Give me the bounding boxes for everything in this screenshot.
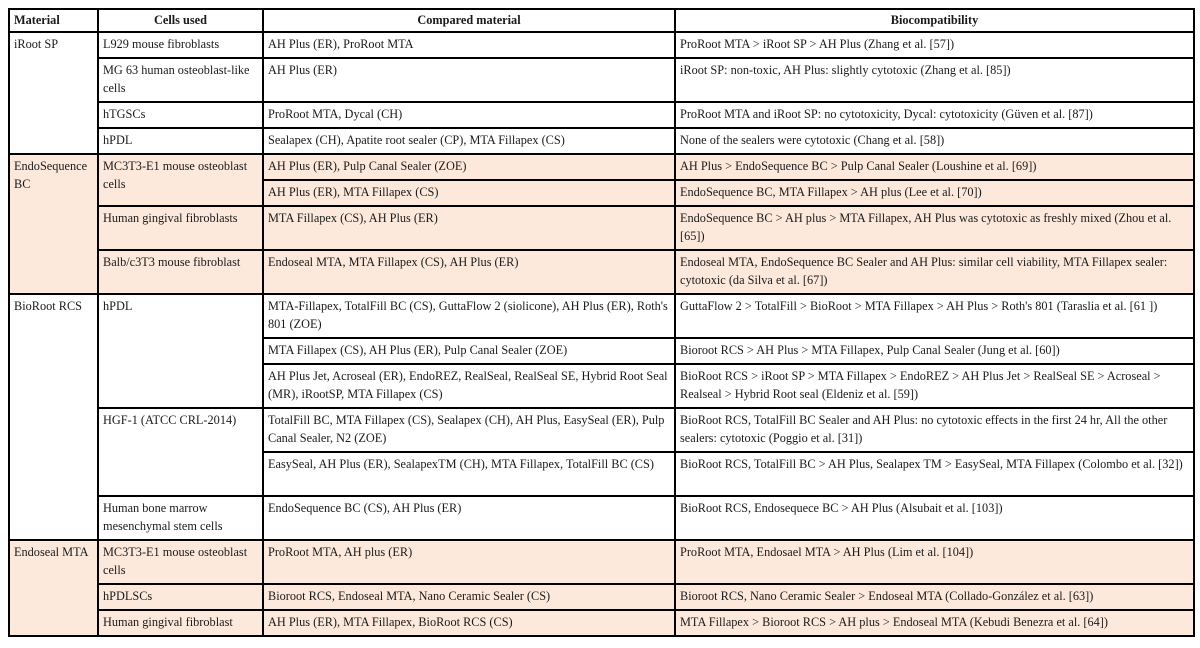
biocompatibility-cell: ProRoot MTA, Endosael MTA > AH Plus (Lim et al. [104]): [675, 540, 1194, 584]
biocompatibility-cell: EndoSequence BC > AH plus > MTA Fillapex, AH Plus was cytotoxic as freshly mixed (Zhou et al. [65]): [675, 206, 1194, 250]
cells-used-cell: hTGSCs: [98, 102, 263, 128]
table-row: [9, 32, 1194, 58]
cells-used-cell: L929 mouse fibroblasts: [98, 32, 263, 58]
compared-material-cell: EndoSequence BC (CS), AH Plus (ER): [263, 496, 675, 540]
biocompatibility-cell: Endoseal MTA, EndoSequence BC Sealer and AH Plus: similar cell viability, MTA Fillapex sealer: cytotoxic (da Silva et al. [67]): [675, 250, 1194, 294]
header-compared-material: Compared material: [263, 9, 675, 32]
compared-material-cell: Endoseal MTA, MTA Fillapex (CS), AH Plus (ER): [263, 250, 675, 294]
table-row: [9, 250, 1194, 294]
table-row: [9, 128, 1194, 154]
compared-material-cell: TotalFill BC, MTA Fillapex (CS), Sealapex (CH), AH Plus, EasySeal (ER), Pulp Canal Sealer, N2 (ZOE): [263, 408, 675, 452]
biocompatibility-cell: BioRoot RCS > iRoot SP > MTA Fillapex > EndoREZ > AH Plus Jet > RealSeal SE > Acroseal > Realseal > Hybrid Root seal (Eldeniz et al. [59]): [675, 364, 1194, 408]
biocompatibility-cell: GuttaFlow 2 > TotalFill > BioRoot > MTA Fillapex > AH Plus > Roth's 801 (Taraslia et al. [61 ]): [675, 294, 1194, 338]
compared-material-cell: ProRoot MTA, Dycal (CH): [263, 102, 675, 128]
table-row: [9, 294, 1194, 338]
cells-used-cell: Human bone marrow mesenchymal stem cells: [98, 496, 263, 540]
table-row: [9, 58, 1194, 102]
compared-material-cell: MTA Fillapex (CS), AH Plus (ER): [263, 206, 675, 250]
table-row: [9, 610, 1194, 636]
table-body: [9, 32, 1194, 636]
compared-material-cell: AH Plus (ER): [263, 58, 675, 102]
compared-material-cell: MTA-Fillapex, TotalFill BC (CS), GuttaFlow 2 (siolicone), AH Plus (ER), Roth's 801 (ZOE): [263, 294, 675, 338]
header-cells-used: Cells used: [98, 9, 263, 32]
compared-material-cell: ProRoot MTA, AH plus (ER): [263, 540, 675, 584]
biocompatibility-cell: ProRoot MTA > iRoot SP > AH Plus (Zhang et al. [57]): [675, 32, 1194, 58]
table-header: [9, 9, 1194, 32]
material-cell: iRoot SP: [9, 32, 98, 154]
table-row: [9, 154, 1194, 180]
compared-material-cell: MTA Fillapex (CS), AH Plus (ER), Pulp Canal Sealer (ZOE): [263, 338, 675, 364]
cells-used-cell: hPDLSCs: [98, 584, 263, 610]
cells-used-cell: Human gingival fibroblasts: [98, 206, 263, 250]
cells-used-cell: MC3T3-E1 mouse osteoblast cells: [98, 540, 263, 584]
table-row: [9, 102, 1194, 128]
biocompatibility-cell: Bioroot RCS, Nano Ceramic Sealer > Endoseal MTA (Collado-González et al. [63]): [675, 584, 1194, 610]
compared-material-cell: AH Plus (ER), Pulp Canal Sealer (ZOE): [263, 154, 675, 180]
cells-used-cell: hPDL: [98, 128, 263, 154]
biocompatibility-cell: MTA Fillapex > Bioroot RCS > AH plus > Endoseal MTA (Kebudi Benezra et al. [64]): [675, 610, 1194, 636]
table-row: [9, 206, 1194, 250]
compared-material-cell: EasySeal, AH Plus (ER), SealapexTM (CH), MTA Fillapex, TotalFill BC (CS): [263, 452, 675, 496]
cells-used-cell: HGF-1 (ATCC CRL-2014): [98, 408, 263, 496]
biocompatibility-cell: BioRoot RCS, Endosequece BC > AH Plus (Alsubait et al. [103]): [675, 496, 1194, 540]
biocompatibility-cell: iRoot SP: non-toxic, AH Plus: slightly cytotoxic (Zhang et al. [85]): [675, 58, 1194, 102]
table-row: [9, 496, 1194, 540]
compared-material-cell: AH Plus Jet, Acroseal (ER), EndoREZ, RealSeal, RealSeal SE, Hybrid Root Seal (MR), iRootSP, MTA Fillapex (CS): [263, 364, 675, 408]
material-cell: EndoSequence BC: [9, 154, 98, 294]
biocompatibility-cell: Bioroot RCS > AH Plus > MTA Fillapex, Pulp Canal Sealer (Jung et al. [60]): [675, 338, 1194, 364]
header-biocompatibility: Biocompatibility: [675, 9, 1194, 32]
cells-used-cell: MG 63 human osteoblast-like cells: [98, 58, 263, 102]
biocompatibility-table: [8, 8, 1195, 637]
compared-material-cell: Bioroot RCS, Endoseal MTA, Nano Ceramic Sealer (CS): [263, 584, 675, 610]
compared-material-cell: AH Plus (ER), ProRoot MTA: [263, 32, 675, 58]
material-cell: Endoseal MTA: [9, 540, 98, 636]
biocompatibility-cell: BioRoot RCS, TotalFill BC > AH Plus, Sealapex TM > EasySeal, MTA Fillapex (Colombo et al. [32]): [675, 452, 1194, 496]
biocompatibility-cell: ProRoot MTA and iRoot SP: no cytotoxicity, Dycal: cytotoxicity (Güven et al. [87]): [675, 102, 1194, 128]
biocompatibility-cell: AH Plus > EndoSequence BC > Pulp Canal Sealer (Loushine et al. [69]): [675, 154, 1194, 180]
table-row: [9, 408, 1194, 452]
header-row: [9, 9, 1194, 32]
compared-material-cell: Sealapex (CH), Apatite root sealer (CP), MTA Fillapex (CS): [263, 128, 675, 154]
biocompatibility-cell: None of the sealers were cytotoxic (Chang et al. [58]): [675, 128, 1194, 154]
biocompatibility-cell: BioRoot RCS, TotalFill BC Sealer and AH Plus: no cytotoxic effects in the first 24 hr, All the other sealers: cytotoxic (Poggio et al. [31]): [675, 408, 1194, 452]
compared-material-cell: AH Plus (ER), MTA Fillapex, BioRoot RCS (CS): [263, 610, 675, 636]
cells-used-cell: hPDL: [98, 294, 263, 408]
cells-used-cell: Human gingival fibroblast: [98, 610, 263, 636]
header-material: Material: [9, 9, 98, 32]
table-row: [9, 584, 1194, 610]
material-cell: BioRoot RCS: [9, 294, 98, 540]
compared-material-cell: AH Plus (ER), MTA Fillapex (CS): [263, 180, 675, 206]
biocompatibility-cell: EndoSequence BC, MTA Fillapex > AH plus (Lee et al. [70]): [675, 180, 1194, 206]
cells-used-cell: Balb/c3T3 mouse fibroblast: [98, 250, 263, 294]
table-row: [9, 540, 1194, 584]
cells-used-cell: MC3T3-E1 mouse osteoblast cells: [98, 154, 263, 206]
